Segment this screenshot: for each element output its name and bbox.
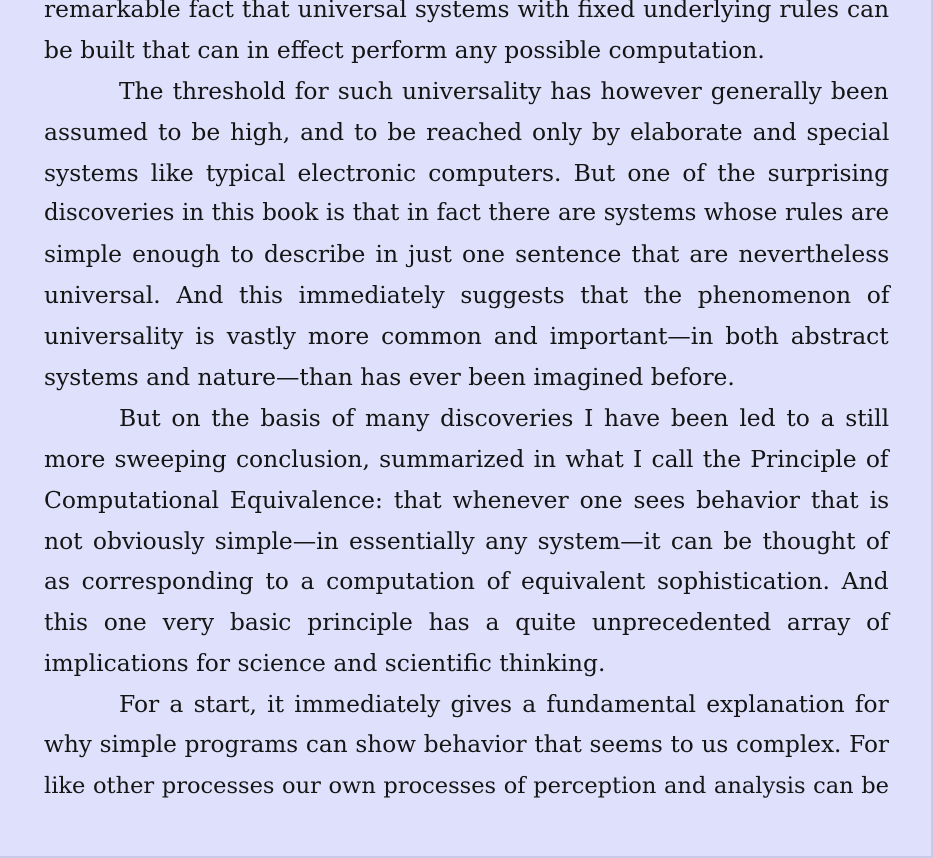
text-line: remarkable fact that universal systems with fixed underlying rules can [44, 0, 890, 23]
text-line: systems and nature—than has ever been imagined before. [44, 363, 735, 392]
text-line: The threshold for such universality has however generally been [119, 76, 889, 105]
text-line: as corresponding to a computation of equivalent sophistication. And [44, 567, 889, 596]
text-line: For a start, it immediately gives a fundamental explanation for [119, 690, 889, 719]
text-line: universal. And this immediately suggests that the phenomenon of [44, 281, 890, 310]
text-line: like other processes our own processes of perception and analysis can be [44, 772, 889, 799]
text-line: implications for science and scientific thinking. [44, 649, 606, 678]
text-line: simple enough to describe in just one sentence that are nevertheless [44, 240, 890, 269]
text-line: discoveries in this book is that in fact there are systems whose rules are [44, 200, 889, 227]
text-line: systems like typical electronic computers. But one of the surprising [44, 158, 890, 187]
text-line: Computational Equivalence: that whenever one sees behavior that is [44, 485, 890, 514]
text-line: universality is vastly more common and important—in both abstract [44, 322, 889, 351]
body-text [44, 0, 889, 807]
text-line: not obviously simple—in essentially any system—it can be thought of [44, 526, 889, 555]
text-line: be built that can in effect perform any possible computation. [44, 35, 765, 64]
text-line: assumed to be high, and to be reached only by elaborate and special [44, 117, 890, 146]
text-line: why simple programs can show behavior that seems to us complex. For [44, 731, 889, 759]
text-line: this one very basic principle has a quite unprecedented array of [44, 608, 889, 637]
text-line: But on the basis of many discoveries I have been led to a still [119, 403, 890, 432]
text-line: more sweeping conclusion, summarized in what I call the Principle of [44, 444, 889, 473]
